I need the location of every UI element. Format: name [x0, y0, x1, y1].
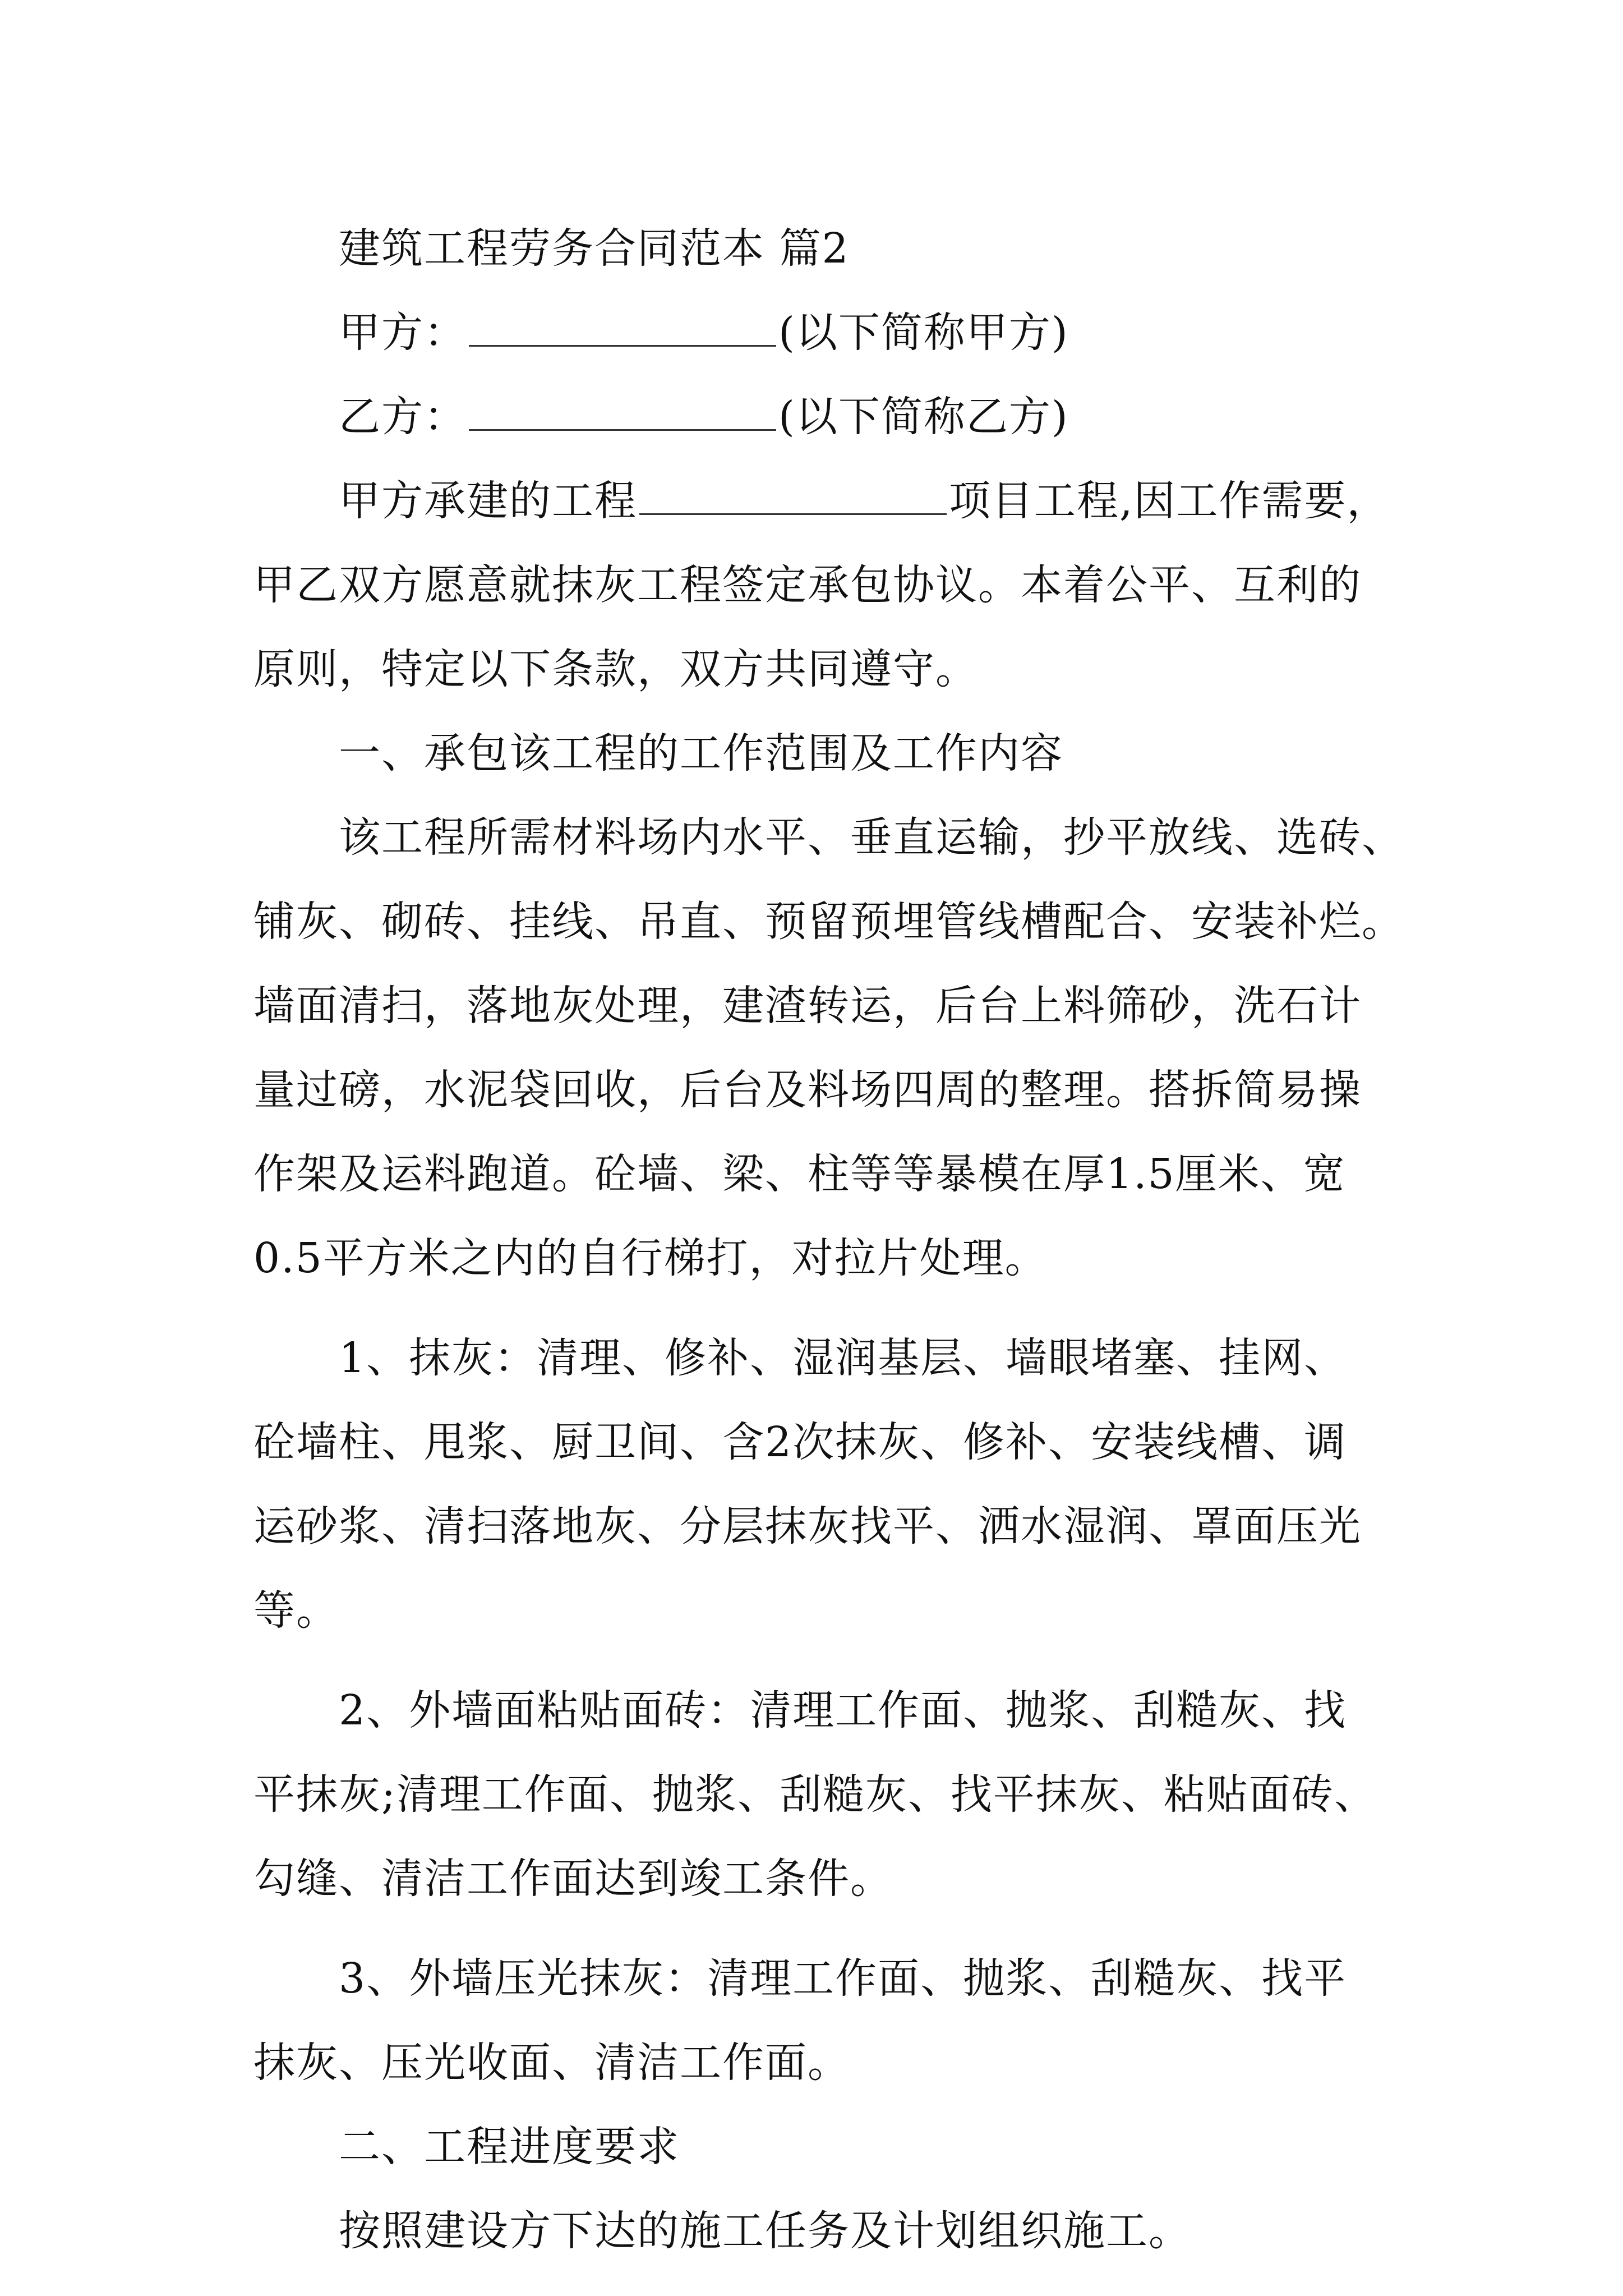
party-a-line [253, 291, 1398, 375]
document-body [253, 206, 1404, 2273]
item3-line: 3、外墙压光抹灰：清理工作面、抛浆、刮糙灰、找平 [339, 1954, 1347, 2003]
intro-prefix: 甲方承建的工程 [339, 477, 637, 525]
section1-para-line: 量过磅，水泥袋回收，后台及料场四周的整理。搭拆简易操 [253, 1066, 1362, 1114]
party-b-blank [469, 395, 776, 431]
party-b-label: 乙方： [339, 393, 467, 441]
item2-line: 勾缝、清洁工作面达到竣工条件。 [253, 1855, 893, 1903]
document-title: 建筑工程劳务合同范本 篇2 [339, 224, 850, 273]
intro-line-1 [253, 459, 1398, 543]
party-b-line [253, 375, 1398, 459]
party-a-label: 甲方： [339, 309, 467, 357]
party-b-suffix: (以下简称乙方) [778, 393, 1069, 441]
item1-line: 运砂浆、清扫落地灰、分层抹灰找平、洒水湿润、罩面压光 [253, 1502, 1362, 1550]
party-a-suffix: (以下简称甲方) [778, 309, 1069, 357]
section1-para-line: 墙面清扫，落地灰处理，建渣转运，后台上料筛砂，洗石计 [253, 982, 1362, 1030]
section1-heading: 一、承包该工程的工作范围及工作内容 [339, 729, 1063, 777]
section1-para-line: 作架及运料跑道。砼墙、梁、柱等等暴模在厚1.5厘米、宽 [253, 1150, 1346, 1198]
intro-line-2: 甲乙双方愿意就抹灰工程签定承包协议。本着公平、互利的 [253, 561, 1362, 609]
intro-line1-suffix: 项目工程,因工作需要， [949, 477, 1390, 525]
item1-line: 1、抹灰：清理、修补、湿润基层、墙眼堵塞、挂网、 [339, 1334, 1347, 1382]
party-a-blank [469, 311, 776, 347]
item1-line: 砼墙柱、甩浆、厨卫间、含2次抹灰、修补、安装线槽、调 [253, 1418, 1347, 1466]
section1-para-line: 铺灰、砌砖、挂线、吊直、预留预埋管线槽配合、安装补烂。 [253, 898, 1404, 946]
item1-line: 等。 [253, 1586, 339, 1635]
intro-line-3: 原则，特定以下条款，双方共同遵守。 [253, 645, 978, 693]
item2-line: 平抹灰;清理工作面、抛浆、刮糙灰、找平抹灰、粘贴面砖、 [253, 1770, 1377, 1819]
section2-heading: 二、工程进度要求 [339, 2123, 680, 2171]
project-name-blank [639, 480, 947, 515]
section2-para: 按照建设方下达的施工任务及计划组织施工。 [339, 2207, 1191, 2255]
item2-line: 2、外墙面粘贴面砖：清理工作面、抛浆、刮糙灰、找 [339, 1686, 1347, 1734]
section1-para-line: 该工程所需材料场内水平、垂直运输，抄平放线、选砖、 [339, 813, 1404, 862]
item3-line: 抹灰、压光收面、清洁工作面。 [253, 2039, 850, 2087]
section1-para-line: 0.5平方米之内的自行梯打，对拉片处理。 [253, 1234, 1048, 1282]
